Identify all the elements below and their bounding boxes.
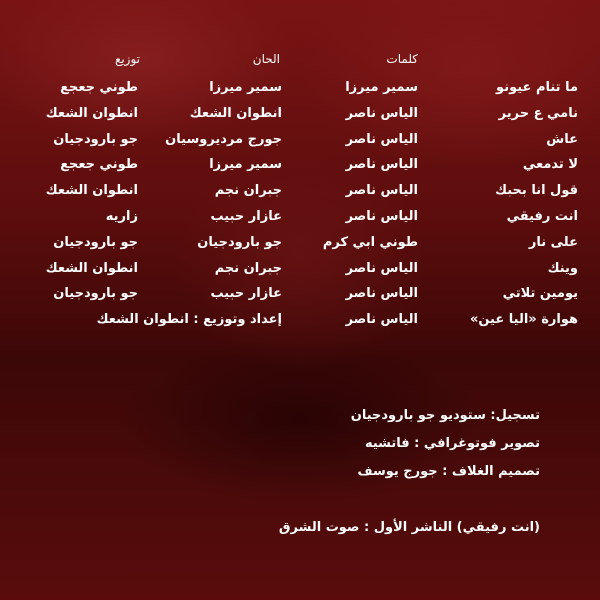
song-lyrics: طوني ابي كرم <box>322 234 418 250</box>
song-arrangement: طوني جعجع <box>60 157 138 173</box>
song-music: انطوان الشعك <box>189 105 282 121</box>
song-music: جبران نجم <box>214 260 282 276</box>
header-arrangement: توزيع <box>114 52 140 66</box>
song-lyrics: سمير ميرزا <box>345 80 418 95</box>
publisher-line: (انت رفيقي) الناشر الأول : صوت الشرق <box>278 520 540 535</box>
song-lyrics: الياس ناصر <box>345 260 418 276</box>
song-lyrics: الياس ناصر <box>345 312 418 328</box>
song-title: انت رفيقي <box>506 208 578 224</box>
song-lyrics: الياس ناصر <box>345 131 418 147</box>
song-lyrics: الياس ناصر <box>345 286 418 302</box>
song-title: ما تنام عيونو <box>496 80 578 95</box>
song-music: جبران نجم <box>214 183 282 199</box>
song-arrangement: جو بارودجيان <box>53 234 138 250</box>
photography-credit: تصوير فوتوغرافي : فاتشيه <box>364 436 540 451</box>
song-row <box>0 80 600 106</box>
song-title: نامي ع حرير <box>498 105 578 121</box>
song-music: إعداد وتوزيع : انطوان الشعك <box>96 312 282 328</box>
song-arrangement: انطوان الشعك <box>45 105 138 121</box>
song-music: سمير ميرزا <box>209 80 282 95</box>
song-music: عازار حبيب <box>210 208 282 224</box>
song-music: عازار حبيب <box>210 286 282 302</box>
song-row <box>0 312 600 338</box>
song-row <box>0 183 600 209</box>
song-lyrics: الياس ناصر <box>345 105 418 121</box>
header-music: الحان <box>252 52 280 66</box>
song-row <box>0 261 600 287</box>
song-arrangement: انطوان الشعك <box>45 260 138 276</box>
header-lyrics: كلمات <box>386 52 418 66</box>
song-lyrics: الياس ناصر <box>345 208 418 224</box>
column-headers <box>0 52 600 70</box>
song-row <box>0 209 600 235</box>
song-title: عاش <box>546 131 578 147</box>
song-row <box>0 132 600 158</box>
song-arrangement: زاريه <box>105 208 138 224</box>
song-row <box>0 286 600 312</box>
song-arrangement: انطوان الشعك <box>45 183 138 199</box>
song-arrangement: جو بارودجيان <box>53 131 138 147</box>
song-title: هوارة «اليا عين» <box>469 312 578 328</box>
song-title: قول انا بحبك <box>495 183 578 199</box>
song-title: لا تدمعي <box>522 157 578 173</box>
song-title: يومين تلاتي <box>502 286 578 302</box>
song-arrangement: طوني جعجع <box>60 80 138 95</box>
song-music: جو بارودجيان <box>197 234 282 250</box>
song-title: وينك <box>547 260 578 276</box>
song-music: سمير ميرزا <box>209 157 282 173</box>
song-music: جورج مرديروسيان <box>165 131 282 147</box>
song-list <box>0 80 600 338</box>
song-arrangement: جو بارودجيان <box>53 286 138 302</box>
song-lyrics: الياس ناصر <box>345 183 418 199</box>
song-row <box>0 106 600 132</box>
song-lyrics: الياس ناصر <box>345 157 418 173</box>
production-credits <box>351 408 540 492</box>
song-title: على نار <box>528 234 578 250</box>
song-row <box>0 235 600 261</box>
recording-credit: تسجيل: ستوديو جو بارودجيان <box>350 408 540 423</box>
song-row <box>0 157 600 183</box>
cover-design-credit: تصميم الغلاف : جورج يوسف <box>357 464 540 479</box>
